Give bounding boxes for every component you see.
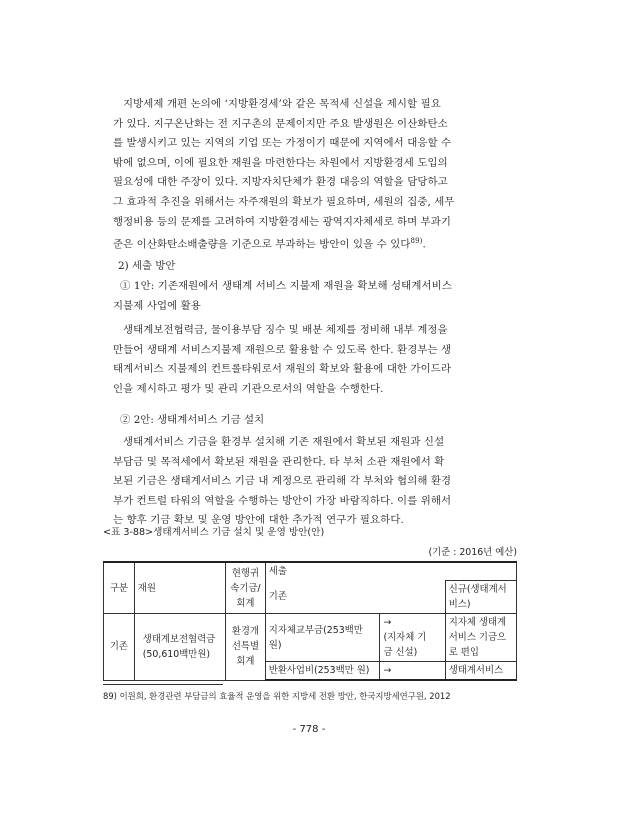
header-existing: 기존 (265, 581, 445, 614)
section-heading: 2) 세출 방안 (118, 260, 176, 272)
p1-line: 행정비용 등의 문제를 고려하여 지방환경세는 광역지자체세로 하며 부과기 (113, 215, 452, 228)
table-caption: <표 3-88>생태계서비스 기금 설치 및 운영 방안(안) (103, 527, 325, 538)
paragraph-local-environment-tax (113, 95, 517, 255)
p3-line: 부가 컨트럴 타워의 역할을 수행하는 방안이 가장 바람직하다. 이를 위해서 (113, 494, 452, 507)
header-current-fund: 현행귀 속기금/ 회계 (226, 562, 266, 614)
table-basis-note: (기준 : 2016년 예산) (428, 547, 517, 558)
p1-line: 를 발생시키고 있는 지역의 기업 또는 가정이기 때문에 지역에서 대응할 수 (113, 137, 452, 150)
option1-heading-line: 지불제 사업에 활용 (113, 299, 201, 312)
row-arrow-1: → (지자체 기 금 신설) (380, 614, 445, 662)
p1-line: 가 있다. 지구온난화는 전 지구촌의 문제이지만 주요 발생원은 이산화탄소 (113, 117, 448, 130)
option1-heading-line: ① 1안: 기존재원에서 생태계 서비스 지불제 재원을 확보해 성태계서비스 (120, 280, 452, 292)
row-arrow-2: → (380, 662, 445, 681)
p3-line: 생태계서비스 기금을 환경부 설치해 기존 재원에서 확보된 재원과 신설 (123, 436, 445, 448)
page-number: - 778 - (292, 724, 326, 735)
p1-line: 필요성에 대한 주장이 있다. 지방자치단체가 환경 대응의 역할을 담당하고 (113, 176, 448, 189)
row-jaewon: 생태계보전협력금 (50,610백만원) (134, 614, 225, 681)
paragraph-option2 (113, 433, 517, 531)
fund-plan-table (103, 561, 517, 681)
p1-line: 준은 이산화탄소배출량을 기준으로 부과하는 방안이 있을 수 있다 (113, 238, 411, 251)
p1-line: 밖에 없으며, 이에 필요한 재원을 마련한다는 차원에서 지방환경세 도입의 (113, 156, 448, 169)
table-header-row (104, 562, 517, 581)
p2-line: 태계서비스 지불제의 컨트롤타워로서 재원의 확보와 활용에 대한 가이드라 (113, 363, 452, 376)
paragraph-option1 (113, 321, 517, 399)
footnote-divider (103, 684, 223, 685)
table-row (104, 614, 517, 662)
row-new-1: 지자체 생태계 서비스 기금으 로 편입 (445, 614, 516, 662)
row-gubun: 기존 (104, 614, 135, 681)
footnote: 89) 이원희, 환경관련 부담금의 효율적 운영을 위한 지방세 전환 방안, 한국지방세연구원, 2012 (103, 691, 451, 701)
row-current-fund: 환경개 선특별 회계 (226, 614, 266, 681)
p3-line: 는 향후 기금 확보 및 운영 방안에 대한 추가적 연구가 필요하다. (113, 514, 404, 527)
p1-line: 그 효과적 추진을 위해서는 자주재원의 확보가 필요하며, 세원의 집중, 세무 (113, 195, 455, 208)
p2-line: 만들어 생태계 서비스지불제 재원으로 활용할 수 있도록 한다. 환경부는 생 (113, 343, 452, 356)
header-jaewon: 재원 (134, 562, 225, 614)
p1-line-end: . (422, 238, 426, 251)
row-existing-1: 지자체교부금(253백만 원) (265, 614, 380, 662)
p2-line: 인을 제시하고 평가 및 관리 기관으로서의 역할을 수행한다. (113, 382, 384, 395)
p2-line: 생태계보전협력금, 물이용부담 징수 및 배분 체제를 정비해 내부 계정을 (123, 324, 448, 336)
row-existing-2: 반환사업비(253백만 원) (265, 662, 380, 681)
p3-line: 보된 기금은 생태계서비스 기금 내 계정으로 관리해 각 부처와 협의해 환경 (113, 475, 452, 488)
row-new-2: 생태계서비스 (445, 662, 516, 681)
header-sechul: 세출 (265, 562, 516, 581)
option2-heading: ② 2안: 생태계서비스 기금 설치 (120, 414, 265, 426)
option1-heading (113, 277, 517, 316)
p3-line: 부담금 및 목적세에서 확보된 재원을 관리한다. 타 부처 소관 재원에서 확 (113, 455, 445, 468)
p1-line: 지방세제 개편 논의에 ‘지방환경세’와 같은 목적세 신설을 제시할 필요 (123, 98, 441, 110)
header-new: 신규(생태계서 비스) (445, 581, 516, 614)
header-gubun: 구분 (104, 562, 135, 614)
footnote-reference: 89) (410, 237, 423, 246)
